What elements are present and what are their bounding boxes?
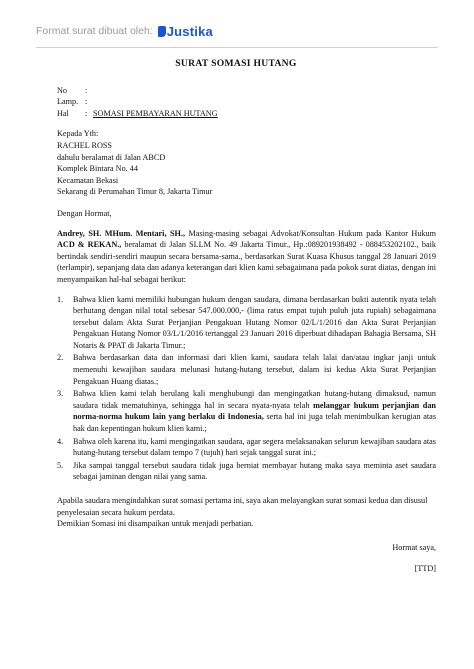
sign-off: Hormat saya, [392, 542, 436, 552]
list-number: 5. [57, 460, 64, 470]
list-number: 3. [57, 389, 64, 399]
recipient-line: Kecamatan Bekasi [57, 175, 119, 185]
meta-row-hal [57, 108, 436, 120]
list-text: Jika sampai tanggal tersebut saudara tidak juga berniat membayar hutang maka saya meminta aset saudara sebagai jaminan dengan nilai yang sama. [73, 460, 436, 482]
justika-logo-icon [158, 26, 166, 37]
intro-paragraph [57, 228, 436, 286]
points-list [57, 294, 436, 484]
intro-names: Andrey, SH. MHum. Mentari, SH., [57, 228, 186, 238]
list-text [73, 388, 436, 434]
list-item [57, 352, 436, 387]
list-number: 4. [57, 436, 64, 446]
list-number: 2. [57, 353, 64, 363]
justika-logo [158, 24, 213, 39]
meta-row-lamp [57, 96, 436, 108]
meta-colon: : [85, 108, 88, 118]
meta-label: No [57, 85, 68, 95]
meta-label: Lamp. [57, 97, 79, 107]
intro-firm: ACD & REKAN., [57, 240, 122, 250]
recipient-line: RACHEL ROSS [57, 140, 112, 150]
meta-colon: : [85, 85, 88, 95]
meta-colon: : [85, 97, 88, 107]
recipient-line: Sekarang di Perumahan Timur 8, Jakarta Timur [57, 187, 213, 197]
list-text-pre: Bahwa klien kami telah berulang kali menghubungi dan mengingatkan hutang-hutang dimaksud, namun saudara tidak mematuhinya, sehingga hal in secara nyata-nyata telah [73, 389, 436, 410]
list-text-post: serta hal ini juga telah menimbulkan kerugian atas hak dan kepentingan hukum klien kami.; [73, 412, 437, 434]
meta-label: Hal [57, 108, 69, 118]
letter-title: SURAT SOMASI HUTANG [175, 58, 297, 69]
closing-line-1: Apabila saudara mengindahkan surat somasi pertama ini, saya akan melayangkan surat somasi kedua dan disusul penyelesaian secara hukum perdata. [57, 496, 428, 517]
intro-text-1: Masing-masing sebagai Advokat/Konsultan Hukum pada Kantor Hukum [185, 228, 436, 238]
list-item [57, 294, 436, 352]
recipient-line: Komplek Bintara No. 44 [57, 164, 138, 174]
recipient-line: dahulu beralamat di Jalan ABCD [57, 152, 166, 162]
recipient-line: Kepada Yth: [57, 129, 99, 139]
list-item [57, 436, 436, 459]
list-text: Bahwa berdasarkan data dan informasi dari klien kami, saudara telah lalai dan/atau ingkar janji untuk memenuhi kewajiban saudara melunasi hutang-hutang tersebut, dalam isi kedua Akta Surat Perjanjian Pengakuan Huang diatas.; [73, 353, 436, 386]
list-text: Bahwa oleh karena itu, kami mengingatkan saudara, agar segera melaksanakan selurun kewajiban saudara atas hutang-hutang tersebut dalam tempo 7 (tujuh) hari sejak tanggal surat ini.; [73, 436, 436, 458]
header-pretext: Format surat dibuat oleh: [36, 25, 153, 37]
meta-row-no [57, 85, 436, 97]
letter-meta [57, 85, 436, 120]
signature-placeholder: [TTD] [414, 564, 436, 574]
intro-text-2: beralamat di Jalan SLLM No. 49 Jakarta Timur., Hp.:089201938492⁠ - 088453202102., baik bertindak sendiri-sendiri maupun secara bersama-sama., berdasarkan Surat Kuasa Khusus tanggal 28 Januari 2019 (terlampir), sepanjang data dan adanya keterangan dari klien kami sebagaimana pada pokok surat diatas, dengan ini menyampaikan hal-hal sebagai berikut: [57, 240, 436, 284]
list-text-bold: melanggar hukum perjanjian dan norma-norma hukum lain yang berlaku di Indonesia, [73, 400, 436, 422]
list-item [57, 460, 436, 483]
header-divider [36, 47, 438, 48]
closing-line-2: Demikian Somasi ini disampaikan untuk menjadi perhatian. [57, 519, 254, 529]
recipient-block [57, 128, 436, 198]
closing-paragraph [57, 495, 436, 530]
list-text: Bahwa klien kami memiliki hubungan hukum dengan saudara, dimana berdasarkan bukti autentik nyata telah berhutang dengan nilal total sebesar 547.000.000,- (lima ratus empat tujuh puluh juta rupiah) sebagaimana tersebut dalam Akta Surat Perjanjian Pengakuan Hutang Nomor 02/L/1/2016 dan Akta Surat Perjanjian Pengakuan Hutang Nomor 03/L/1/2016 tertanggal 23 Januari 2016 diperbuat dihadapan Bahagia Bersama, SH Notaris & PPAT di Jakarta Timur.; [73, 294, 436, 350]
list-number: 1. [57, 294, 64, 304]
page-header [36, 20, 213, 42]
meta-value-subject: SOMASI PEMBAYARAN HUTANG [93, 108, 218, 118]
greeting: Dengan Hormat, [57, 208, 112, 218]
letter-body [36, 52, 436, 575]
justika-logo-text: Justika [166, 23, 213, 39]
list-item [57, 388, 436, 434]
